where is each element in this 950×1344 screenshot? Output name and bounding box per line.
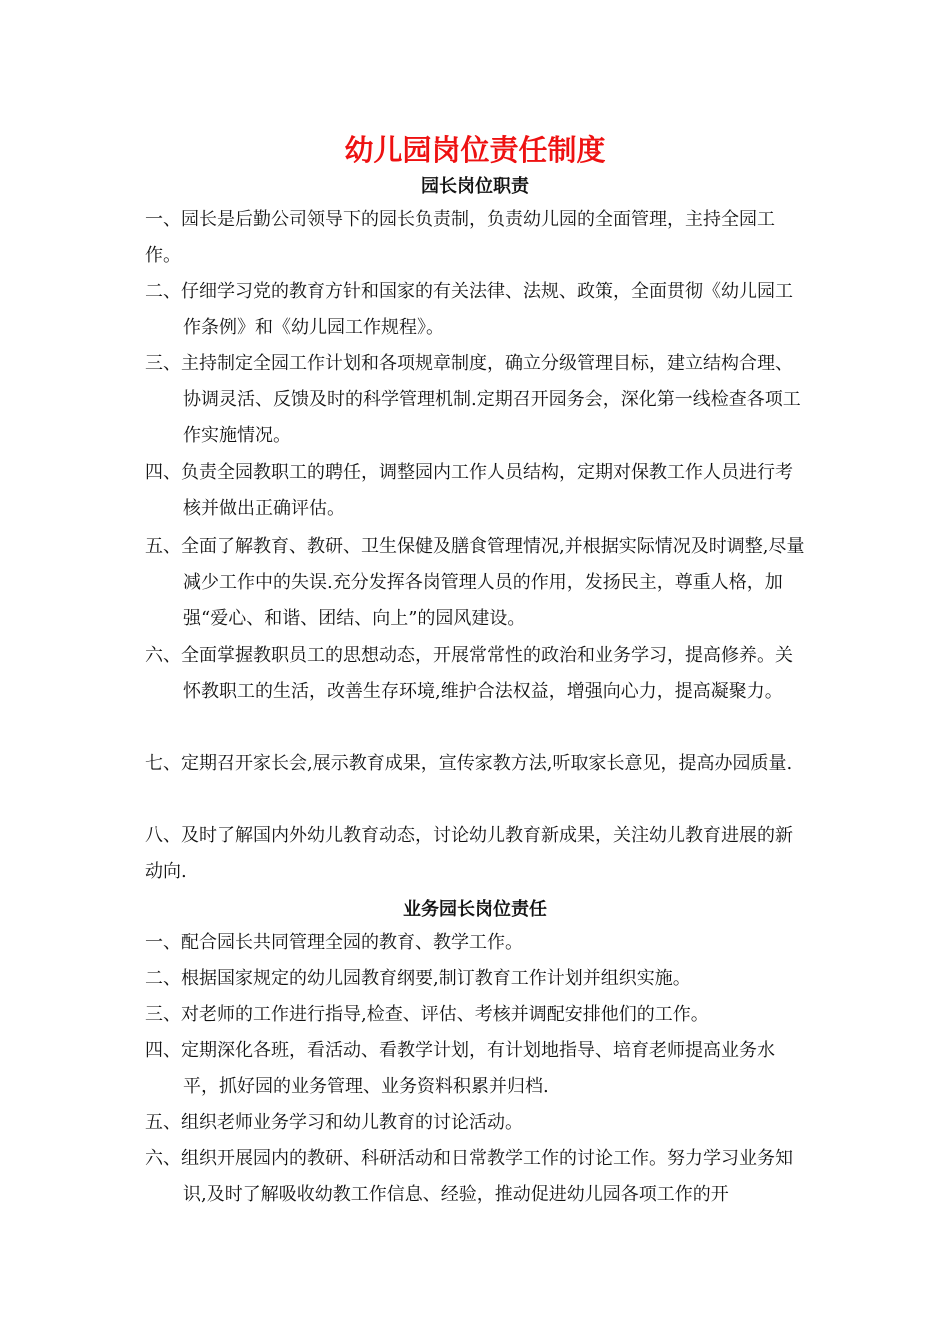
section-heading-vice-principal: 业务园长岗位责任 bbox=[403, 899, 547, 920]
vice-principal-duty-4: 四、定期深化各班，看活动、看教学计划，有计划地指导、培育老师提高业务水平，抓好园的业务管理、业务资料积累并归档. bbox=[145, 1040, 775, 1097]
vice-principal-duty-5: 五、组织老师业务学习和幼儿教育的讨论活动。 bbox=[145, 1112, 523, 1133]
vice-principal-duty-6: 六、组织开展园内的教研、科研活动和日常教学工作的讨论工作。努力学习业务知识,及时了解吸收幼教工作信息、经验，推动促进幼儿园各项工作的开 bbox=[145, 1148, 793, 1205]
document-title: 幼儿园岗位责任制度 bbox=[344, 133, 606, 167]
principal-duty-1: 一、园长是后勤公司领导下的园长负责制，负责幼儿园的全面管理，主持全园工作。 bbox=[145, 209, 775, 266]
vice-principal-duty-2: 二、根据国家规定的幼儿园教育纲要,制订教育工作计划并组织实施。 bbox=[145, 968, 691, 989]
principal-duty-8: 八、及时了解国内外幼儿教育动态，讨论幼儿教育新成果，关注幼儿教育进展的新动向. bbox=[145, 825, 793, 882]
vice-principal-duty-3: 三、对老师的工作进行指导,检查、评估、考核并调配安排他们的工作。 bbox=[145, 1004, 709, 1025]
section-heading-principal: 园长岗位职责 bbox=[421, 176, 529, 197]
principal-duty-7: 七、定期召开家长会,展示教育成果，宣传家教方法,听取家长意见，提高办园质量. bbox=[145, 753, 793, 774]
principal-duty-5: 五、全面了解教育、教研、卫生保健及膳食管理情况,并根据实际情况及时调整,尽量减少工作中的失误.充分发挥各岗管理人员的作用，发扬民主，尊重人格，加强“爱心、和谐、团结、向上”的园风建设。 bbox=[145, 536, 805, 629]
principal-duty-2: 二、仔细学习党的教育方针和国家的有关法律、法规、政策，全面贯彻《幼儿园工作条例》和《幼儿园工作规程》。 bbox=[145, 281, 793, 338]
principal-duty-3: 三、主持制定全园工作计划和各项规章制度，确立分级管理目标，建立结构合理、协调灵活、反馈及时的科学管理机制.定期召开园务会，深化第一线检查各项工作实施情况。 bbox=[145, 353, 801, 446]
vice-principal-duty-1: 一、配合园长共同管理全园的教育、教学工作。 bbox=[145, 932, 523, 953]
principal-duty-4: 四、负责全园教职工的聘任，调整园内工作人员结构，定期对保教工作人员进行考核并做出正确评估。 bbox=[145, 462, 793, 519]
principal-duty-6: 六、全面掌握教职员工的思想动态，开展常常性的政治和业务学习，提高修养。关怀教职工的生活，改善生存环境,维护合法权益，增强向心力，提高凝聚力。 bbox=[145, 645, 793, 702]
